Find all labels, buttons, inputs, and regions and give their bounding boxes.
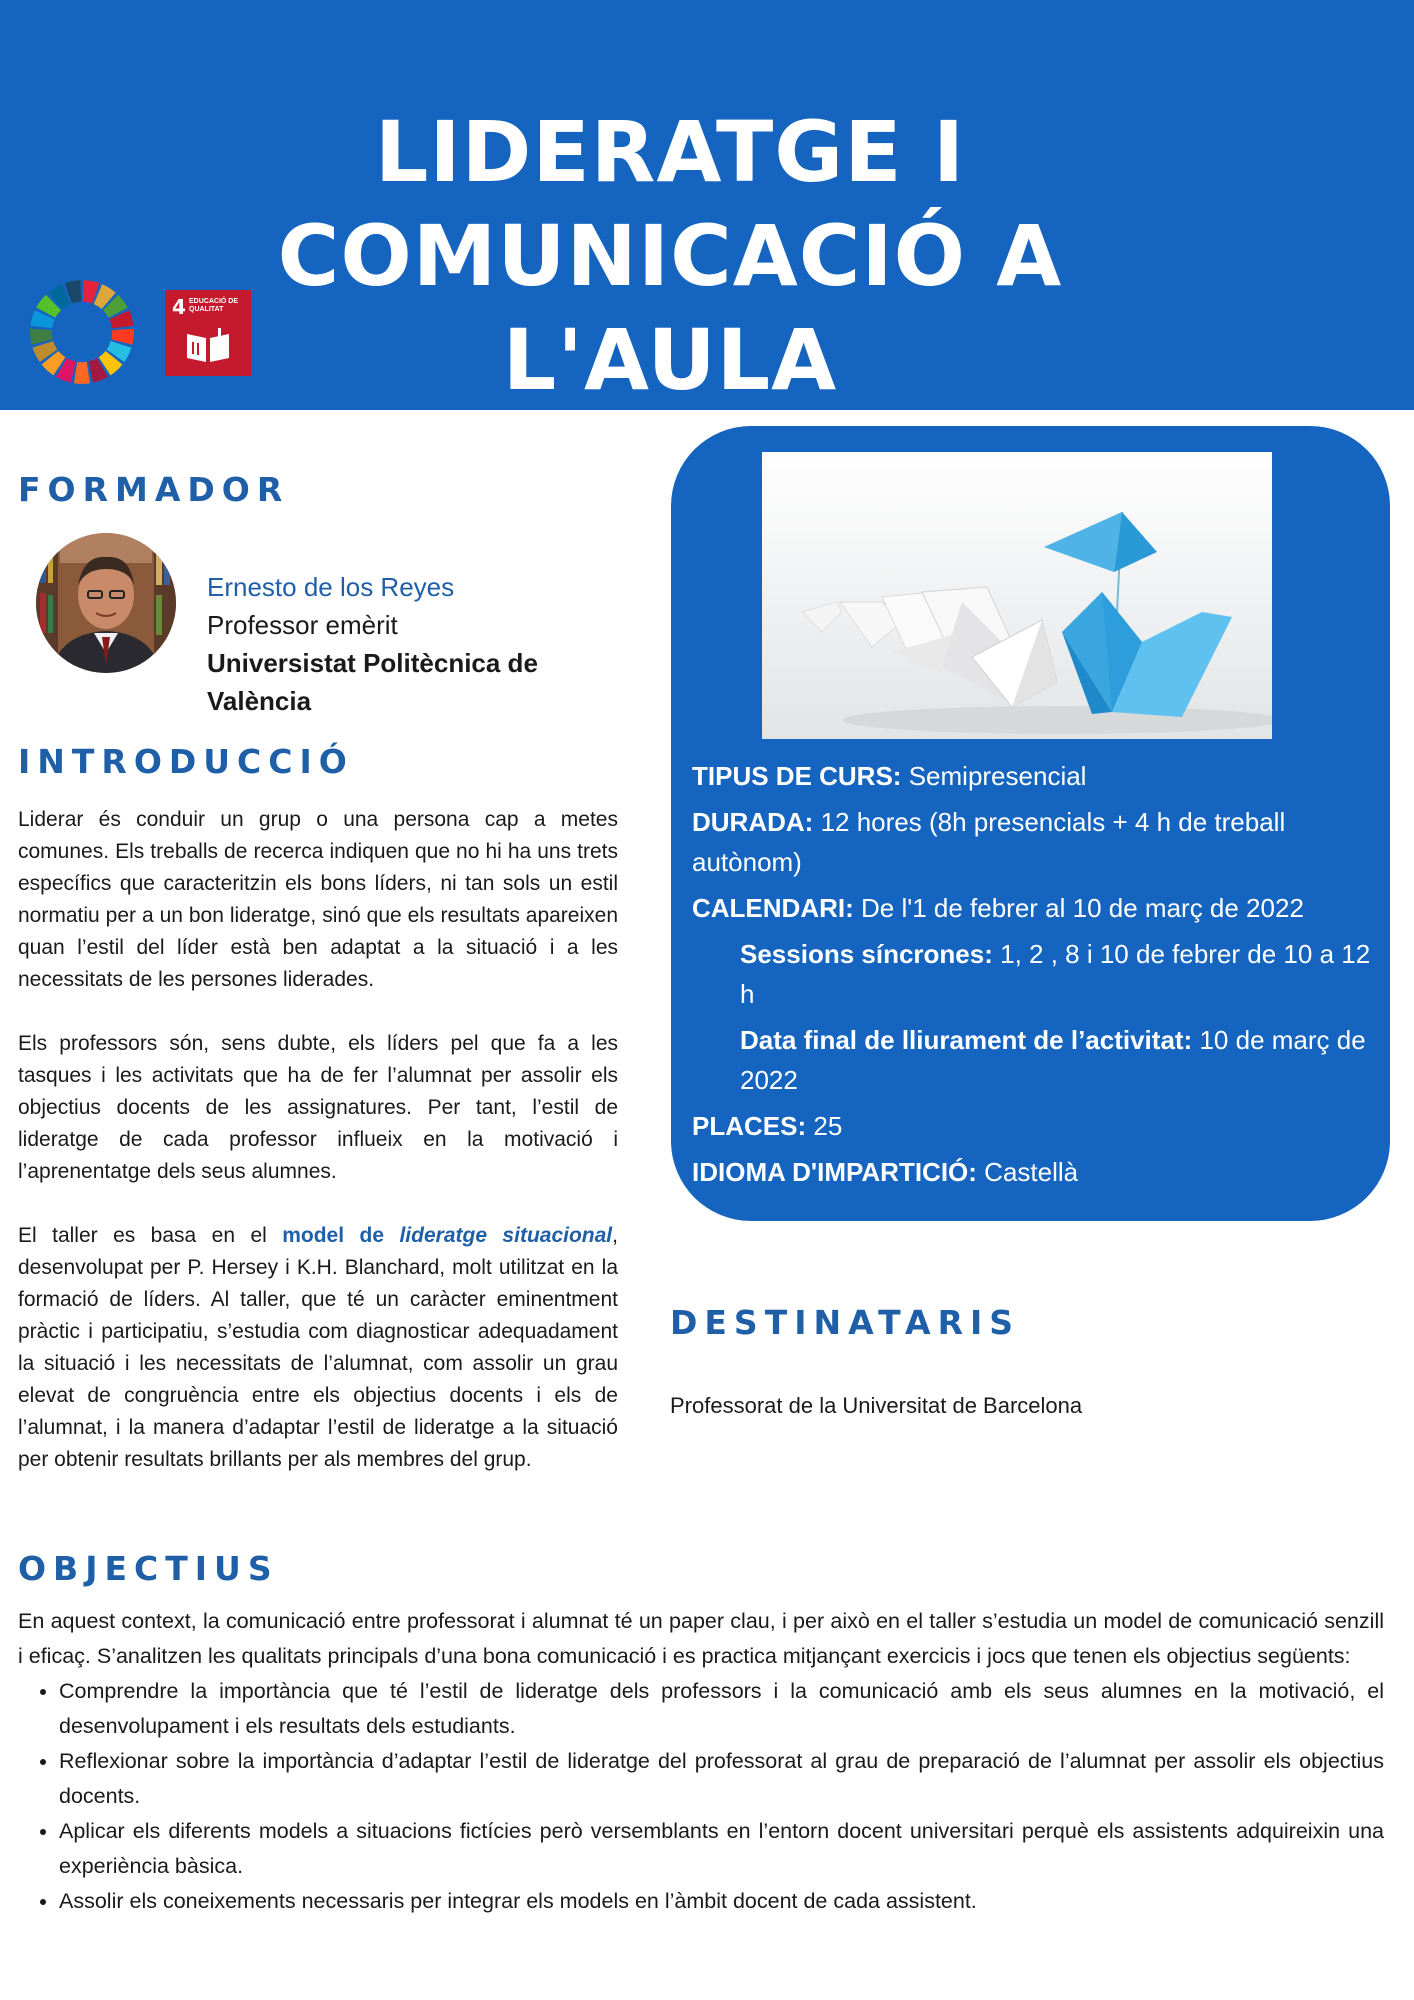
sdg-wheel-segment	[30, 329, 53, 345]
intro-paragraph-2: Els professors són, sens dubte, els líders pel que fa a les tasques i les activitats que ha de fer l’alumnat per assolir els objectius docents de les assignatures. Per tant, l’estil de lideratge de cada professor influeix en la motivació i l’aprenentatge dels seus alumnes.	[18, 1032, 618, 1183]
course-type-label: TIPUS DE CURS:	[692, 761, 902, 791]
sessions-value: 1, 2 , 8 i 10 de febrer de 10 a 12 h	[740, 939, 1371, 1009]
sessions-row	[692, 934, 1372, 1014]
duration-label: DURADA:	[692, 807, 814, 837]
places-row	[692, 1106, 1372, 1146]
objective-item: • Reflexionar sobre la importància d’adaptar l’estil de lideratge del professorat al grau de preparació de l’alumnat per assolir els objectius docents.	[59, 1744, 1384, 1814]
situational-leadership-link[interactable]	[282, 1224, 612, 1247]
header-banner	[0, 0, 1414, 410]
deadline-value: 10 de març de 2022	[740, 1025, 1366, 1095]
introduccio-heading: INTRODUCCIÓ	[18, 742, 354, 781]
trainer-info	[207, 568, 607, 720]
book-icon	[183, 326, 233, 366]
introduccio-text	[18, 804, 618, 1476]
objective-item: • Comprendre la importància que té l’estil de lideratge dels professors i la comunicació amb els seus alumnes en la motivació, el desenvolupament i els resultats dels estudiants.	[59, 1674, 1384, 1744]
sdg-badge-number: 4	[172, 295, 186, 319]
paper-boats-image	[762, 452, 1272, 739]
title-line-1: LIDERATGE I COMUNICACIÓ A	[277, 103, 1063, 305]
objective-item: • Assolir els coneixements necessaris per integrar els models en l’àmbit docent de cada assistent.	[59, 1884, 1384, 1919]
deadline-label: Data final de lliurament de l’activitat:	[740, 1025, 1193, 1055]
objectius-intro: En aquest context, la comunicació entre professorat i alumnat té un paper clau, i per això en el taller s’estudia un model de comunicació senzill i eficaç. S’analitzen les qualitats principals d’una bona comunicació i es practica mitjançant exercicis i jocs que tenen els objectius següents:	[18, 1609, 1384, 1668]
course-info-box	[671, 426, 1390, 1221]
intro-p3-start: El taller es basa en el	[18, 1224, 267, 1247]
duration-row	[692, 802, 1372, 882]
objectives-list	[18, 1674, 1384, 1919]
objectius-heading: OBJECTIUS	[18, 1549, 279, 1588]
places-label: PLACES:	[692, 1111, 807, 1141]
calendar-row	[692, 888, 1372, 928]
course-type-row	[692, 756, 1372, 796]
language-row	[692, 1152, 1372, 1192]
link-text-2: lideratge situacional	[399, 1224, 613, 1247]
objectius-text	[18, 1604, 1384, 1919]
places-value: 25	[813, 1111, 843, 1141]
course-type-value: Semipresencial	[908, 761, 1087, 791]
calendar-label: CALENDARI:	[692, 893, 854, 923]
trainer-photo	[36, 533, 176, 673]
trainer-role: Professor emèrit	[207, 610, 398, 640]
sdg-goal-4-badge	[165, 290, 251, 376]
intro-paragraph-3	[18, 1220, 618, 1476]
intro-paragraph-1: Liderar és conduir un grup o una persona cap a metes comunes. Els treballs de recerca indiquen que no hi ha uns trets específics que caracteritzin els bons líders, ni tan sols un estil normatiu per a un bon lideratge, sinó que els resultats apareixen quan l’estil del líder està ben adaptat a la situació i a les necessitats de les persones liderades.	[18, 808, 618, 991]
sessions-label: Sessions síncrones:	[740, 939, 993, 969]
trainer-avatar	[36, 533, 176, 673]
sdg-badge-text: EDUCACIÓ DE QUALITAT	[189, 298, 239, 313]
objective-item: • Aplicar els diferents models a situacions fictícies però versemblants en l’entorn docent universitari perquè els assistents adquireixin una experiència bàsica.	[59, 1814, 1384, 1884]
destinataris-heading: DESTINATARIS	[670, 1303, 1021, 1342]
deadline-row	[692, 1020, 1372, 1100]
language-label: IDIOMA D'IMPARTICIÓ:	[692, 1157, 977, 1187]
title-line-2: L'AULA	[502, 311, 838, 409]
trainer-name: Ernesto de los Reyes	[207, 572, 455, 602]
sdg-wheel-icon	[28, 278, 136, 386]
duration-value: 12 hores (8h presencials + 4 h de treball autònom)	[692, 807, 1286, 877]
link-text-1: model de	[282, 1224, 385, 1247]
course-details	[692, 756, 1372, 1198]
intro-p3-end: , desenvolupat per P. Hersey i K.H. Blanchard, molt utilitzat en la formació de líders. Al taller, que té un caràcter eminentment pràctic i participatiu, s’estudia com diagnosticar adequadament la situació i les necessitats de l’alumnat, com assolir un grau elevat de congruència entre els objectius docents i els de l’alumnat, i la manera d’adaptar l’estil de lideratge a la situació per obtenir resultats brillants per als membres del grup.	[18, 1224, 618, 1471]
formador-heading: FORMADOR	[18, 470, 290, 509]
language-value: Castellà	[984, 1157, 1079, 1187]
sdg-wheel-segment	[74, 362, 90, 384]
calendar-value: De l'1 de febrer al 10 de març de 2022	[861, 893, 1304, 923]
sdg-wheel-segment	[111, 329, 134, 345]
trainer-institution: Universistat Politècnica de València	[207, 648, 538, 716]
destinataris-text: Professorat de la Universitat de Barcelona	[670, 1393, 1083, 1418]
